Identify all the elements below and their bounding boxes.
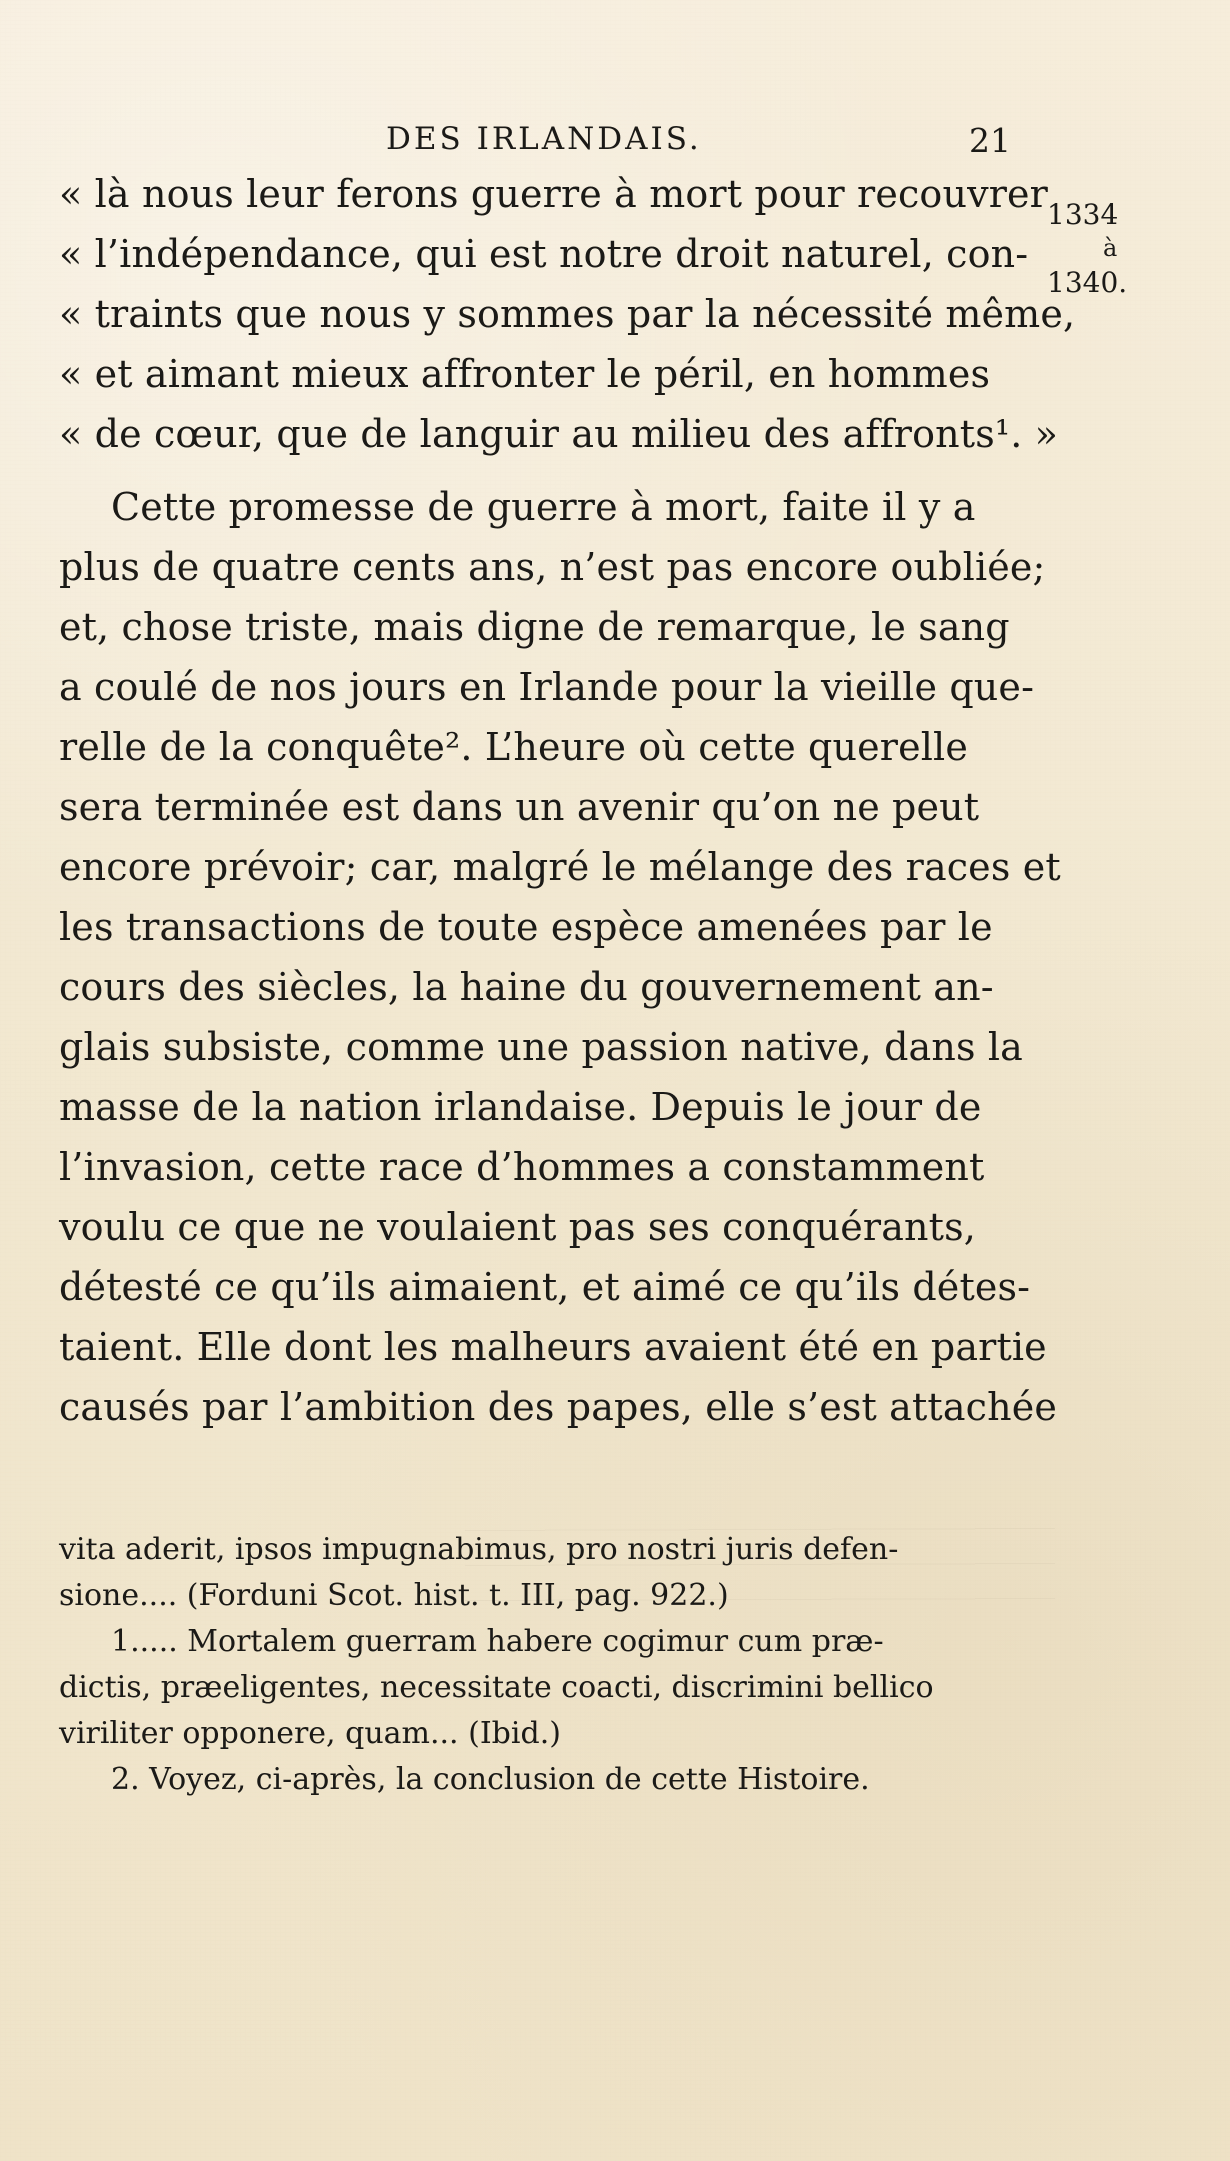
body-line: « là nous leur ferons guerre à mort pour recouvrer — [59, 172, 1048, 216]
body-line: glais subsiste, comme une passion native, dans la — [59, 1025, 1023, 1069]
body-line: Cette promesse de guerre à mort, faite il y a — [111, 485, 976, 529]
body-line: « traints que nous y sommes par la nécessité même, — [59, 292, 1076, 336]
footnote-line: vita aderit, ipsos impugnabimus, pro nostri juris defen- — [59, 1532, 899, 1567]
body-line: « de cœur, que de languir au milieu des affronts¹. » — [59, 412, 1059, 456]
body-line: détesté ce qu’ils aimaient, et aimé ce qu’ils détes- — [59, 1265, 1031, 1309]
body-line: voulu ce que ne voulaient pas ses conquérants, — [59, 1205, 976, 1249]
footnote-line: viriliter opponere, quam... (Ibid.) — [59, 1716, 561, 1751]
body-line: les transactions de toute espèce amenées par le — [59, 905, 993, 949]
body-line: causés par l’ambition des papes, elle s’est attachée — [59, 1385, 1057, 1429]
footnote-line: dictis, præeligentes, necessitate coacti, discrimini bellico — [59, 1670, 934, 1705]
body-line: plus de quatre cents ans, n’est pas encore oubliée; — [59, 545, 1046, 589]
margin-year-end: 1340. — [1047, 266, 1128, 299]
body-line: cours des siècles, la haine du gouvernement an- — [59, 965, 994, 1009]
body-line: a coulé de nos jours en Irlande pour la vieille que- — [59, 665, 1035, 709]
body-line: encore prévoir; car, malgré le mélange des races et — [59, 845, 1061, 889]
body-line: masse de la nation irlandaise. Depuis le jour de — [59, 1085, 982, 1129]
page-number: 21 — [969, 121, 1011, 160]
running-head-title: DES IRLANDAIS. — [386, 121, 702, 157]
body-line: taient. Elle dont les malheurs avaient été en partie — [59, 1325, 1047, 1369]
body-line: relle de la conquête². L’heure où cette querelle — [59, 725, 968, 769]
body-line: sera terminée est dans un avenir qu’on ne peut — [59, 785, 980, 829]
footnote-line: sione.... (Forduni Scot. hist. t. III, pag. 922.) — [59, 1578, 729, 1613]
body-line: « l’indépendance, qui est notre droit naturel, con- — [59, 232, 1029, 276]
body-line: et, chose triste, mais digne de remarque, le sang — [59, 605, 1010, 649]
margin-year-connector: à — [1103, 234, 1118, 262]
body-line: l’invasion, cette race d’hommes a constamment — [59, 1145, 985, 1189]
margin-year-start: 1334 — [1047, 198, 1119, 231]
footnote-line: 2. Voyez, ci-après, la conclusion de cette Histoire. — [111, 1762, 870, 1797]
footnote-line: 1..... Mortalem guerram habere cogimur cum præ- — [111, 1624, 884, 1659]
body-line: « et aimant mieux affronter le péril, en hommes — [59, 352, 991, 396]
